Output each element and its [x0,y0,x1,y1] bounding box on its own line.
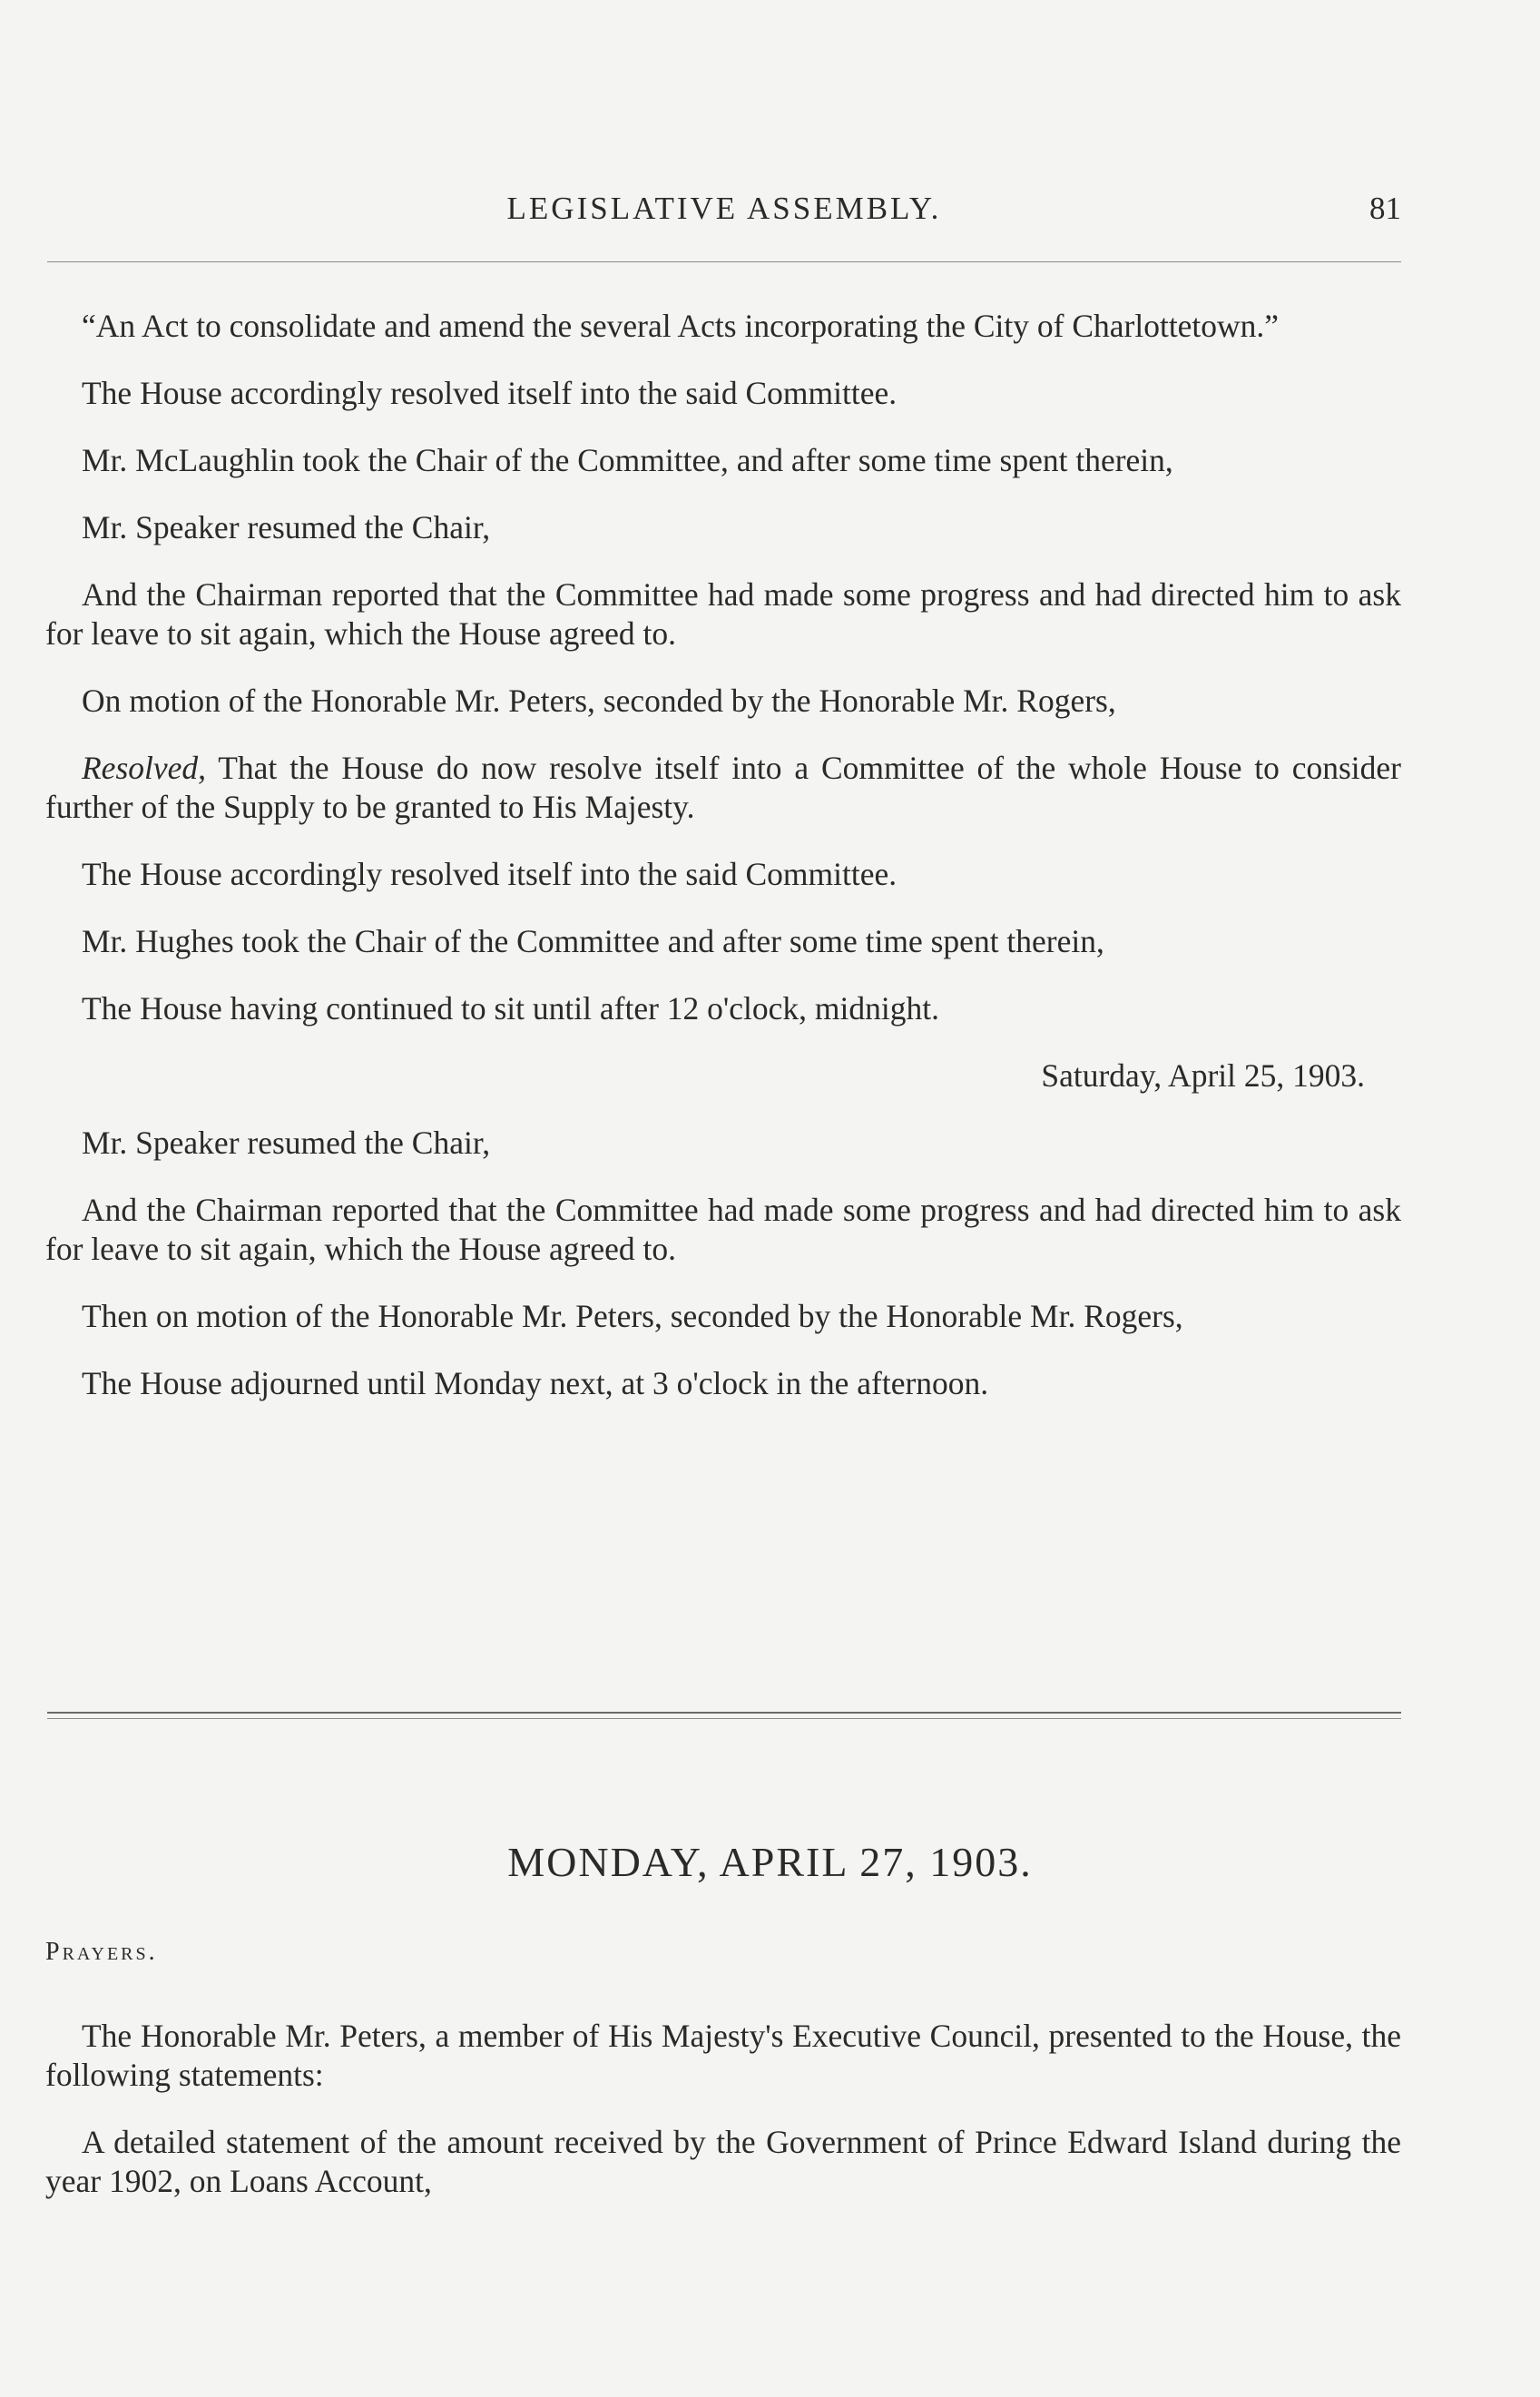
header-rule [47,261,1401,262]
paragraph-mclaughlin-chair: Mr. McLaughlin took the Chair of the Committee, and after some time spent therein, [82,442,1173,478]
paragraph-act-title: “An Act to consolidate and amend the several Acts incorporating the City of Charlottetown.” [82,308,1280,344]
paragraph-speaker-resumed-2: Mr. Speaker resumed the Chair, [82,1125,491,1161]
running-title: LEGISLATIVE ASSEMBLY. [506,191,942,226]
day-heading: MONDAY, APRIL 27, 1903. [507,1839,1033,1885]
paragraph-motion-peters: On motion of the Honorable Mr. Peters, seconded by the Honorable Mr. Rogers, [82,683,1116,719]
paragraph-resolved [45,749,1401,827]
paragraph-chairman-reported: And the Chairman reported that the Committee had made some progress and had directed him to ask for leave to sit again, which the House agreed to. [45,576,1401,652]
date-line: Saturday, April 25, 1903. [1041,1057,1365,1094]
paragraph-speaker-resumed: Mr. Speaker resumed the Chair, [82,509,491,545]
page-number: 81 [1369,191,1401,226]
paragraph-hughes-chair: Mr. Hughes took the Chair of the Committee and after some time spent therein, [82,923,1104,959]
paragraph-loans-account: A detailed statement of the amount received by the Government of Prince Edward Island during the year 1902, on Loans Account, [45,2124,1401,2199]
monday-body [45,2017,1401,2229]
prayers-label: Prayers. [45,1938,158,1966]
paragraph-peters-statements: The Honorable Mr. Peters, a member of His Majesty's Executive Council, presented to the House, the following statements: [45,2018,1401,2093]
resolved-text: That the House do now resolve itself into a Committee of the whole House to consider further of the Supply to be granted to His Majesty. [45,750,1401,825]
paragraph-motion-peters-2: Then on motion of the Honorable Mr. Peters, seconded by the Honorable Mr. Rogers, [82,1298,1183,1334]
proceedings-body [45,307,1401,1431]
section-divider [47,1712,1401,1714]
resolved-label: Resolved, [82,750,207,786]
paragraph-adjourned: The House adjourned until Monday next, at 3 o'clock in the afternoon. [82,1365,989,1401]
section-divider-2 [47,1718,1401,1719]
paragraph-chairman-reported-2: And the Chairman reported that the Committee had made some progress and had directed him to ask for leave to sit again, which the House agreed to. [45,1192,1401,1267]
page-header [47,191,1401,245]
paragraph-house-resolved-2: The House accordingly resolved itself into the said Committee. [82,856,898,892]
paragraph-midnight: The House having continued to sit until after 12 o'clock, midnight. [82,990,939,1027]
paragraph-house-resolved: The House accordingly resolved itself into the said Committee. [82,375,898,411]
